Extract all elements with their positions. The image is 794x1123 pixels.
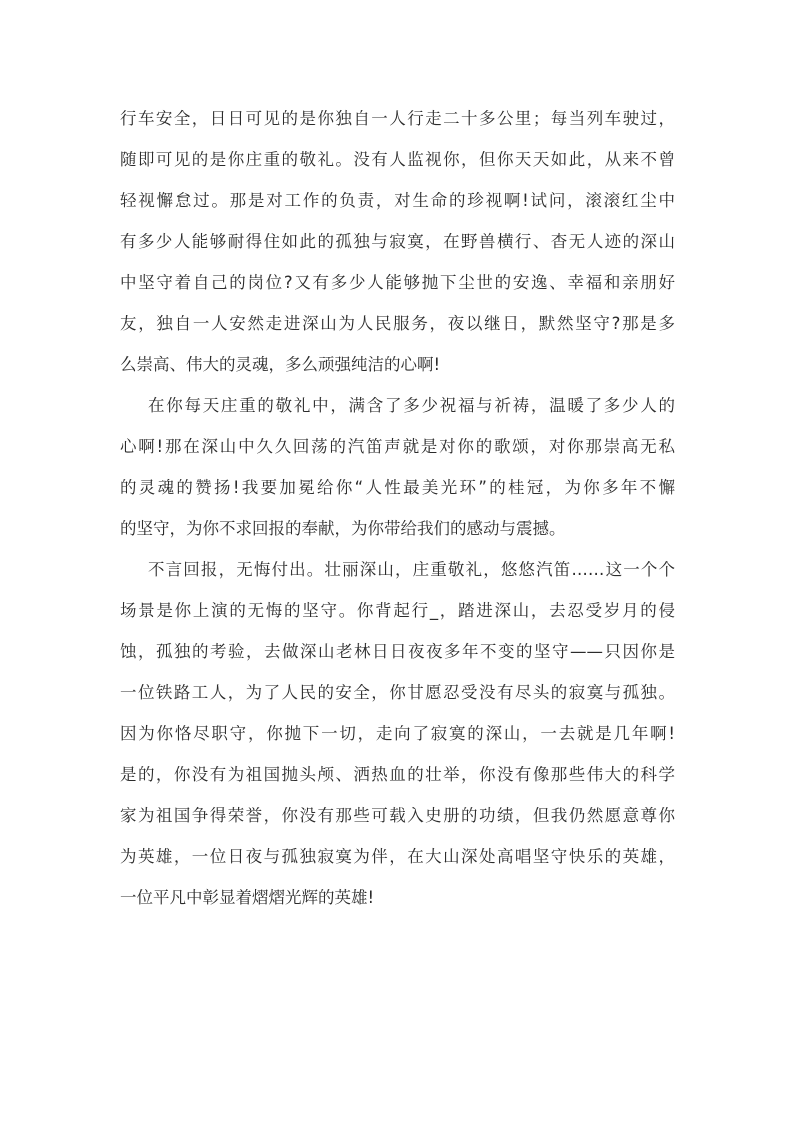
text-line: 随即可见的是你庄重的敬礼。没有人监视你，但你天天如此，从来不曾 <box>120 150 675 169</box>
text-line: 行车安全，日日可见的是你独自一人行走二十多公里；每当列车驶过， <box>120 109 675 128</box>
text-line: 家为祖国争得荣誉，你没有那些可载入史册的功绩，但我仍然愿意尊你 <box>120 806 675 825</box>
text-line: 的坚守，为你不求回报的奉献，为你带给我们的感动与震撼。 <box>120 519 566 538</box>
text-line: 在你每天庄重的敬礼中，满含了多少祝福与祈祷，温暖了多少人的 <box>148 396 675 415</box>
text-line: 友，独自一人安然走进深山为人民服务，夜以继日，默然坚守?那是多 <box>120 314 675 333</box>
text-line: 因为你恪尽职守，你抛下一切，走向了寂寞的深山，一去就是几年啊! <box>120 724 675 743</box>
text-line: 么崇高、伟大的灵魂，多么顽强纯洁的心啊! <box>120 355 441 374</box>
text-line: 轻视懈怠过。那是对工作的负责，对生命的珍视啊!试问，滚滚红尘中 <box>120 191 675 210</box>
text-line: 不言回报，无悔付出。壮丽深山，庄重敬礼，悠悠汽笛……这一个个 <box>148 560 675 579</box>
paragraph-1 <box>120 98 675 385</box>
text-line: 蚀，孤独的考验，去做深山老林日日夜夜多年不变的坚守——只因你是 <box>120 642 675 661</box>
text-line: 一位铁路工人，为了人民的安全，你甘愿忍受没有尽头的寂寞与孤独。 <box>120 683 675 702</box>
text-line: 的灵魂的赞扬!我要加冕给你“人性最美光环”的桂冠，为你多年不懈 <box>120 478 675 497</box>
text-line: 场景是你上演的无悔的坚守。你背起行_，踏进深山，去忍受岁月的侵 <box>120 601 675 620</box>
text-line: 为英雄，一位日夜与孤独寂寞为伴，在大山深处高唱坚守快乐的英雄， <box>120 847 675 866</box>
text-line: 心啊!那在深山中久久回荡的汽笛声就是对你的歌颂，对你那崇高无私 <box>120 437 675 456</box>
text-line: 一位平凡中彰显着熠熠光辉的英雄! <box>120 888 375 907</box>
text-line: 有多少人能够耐得住如此的孤独与寂寞，在野兽横行、杳无人迹的深山 <box>120 232 675 251</box>
text-line: 中坚守着自己的岗位?又有多少人能够抛下尘世的安逸、幸福和亲朋好 <box>120 273 675 292</box>
document-body <box>120 98 675 918</box>
paragraph-2 <box>120 385 675 549</box>
paragraph-3 <box>120 549 675 918</box>
text-line: 是的，你没有为祖国抛头颅、洒热血的壮举，你没有像那些伟大的科学 <box>120 765 675 784</box>
